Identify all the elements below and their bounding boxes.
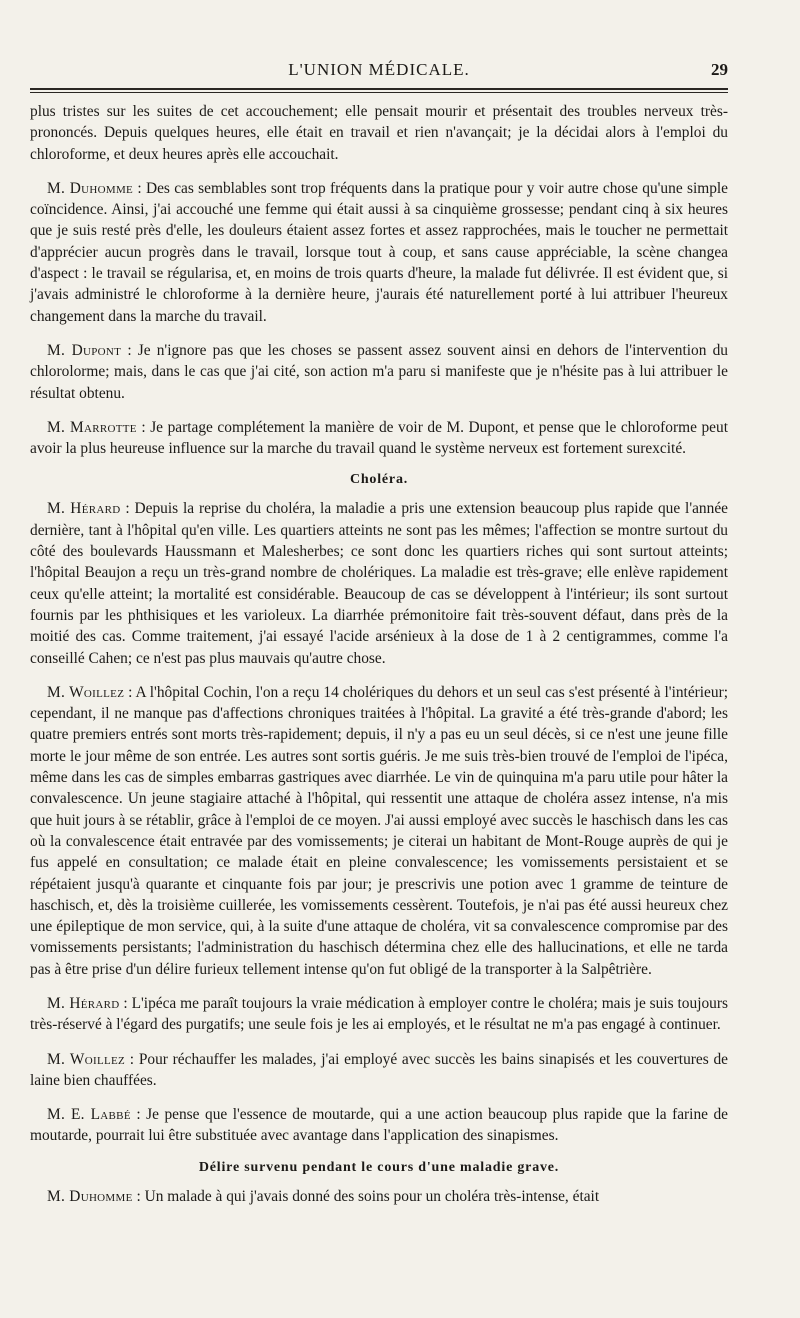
speaker-name: M. Duhomme	[47, 1187, 133, 1205]
paragraph-marrotte	[30, 417, 728, 460]
paragraph-dupont	[30, 340, 728, 404]
paragraph-text: : Un malade à qui j'avais donné des soins pour un choléra très-intense, était	[132, 1187, 600, 1205]
paragraph-labbe	[30, 1104, 728, 1147]
section-heading-delire: Délire survenu pendant le cours d'une maladie grave.	[198, 1159, 560, 1175]
speaker-name: M. Duhomme	[47, 179, 134, 197]
paragraph-duhomme	[30, 178, 728, 327]
speaker-name: M. Woillez	[47, 1050, 126, 1068]
speaker-name: M. Hérard	[47, 994, 120, 1012]
paragraph-text: : L'ipéca me paraît toujours la vraie médication à employer contre le choléra; mais je suis toujours très-réservé à l'égard des purgatifs; une seule fois je les ai employés, et le résultat ne m'a pas engagé à continuer.	[30, 994, 728, 1034]
speaker-name: M. Marrotte	[47, 418, 137, 436]
paragraph-text: : Depuis la reprise du choléra, la maladie a pris une extension beaucoup plus rapide que l'année dernière, tant à l'hôpital qu'en ville. Les quartiers atteints ne sont pas les mêmes; l'affection se montre surtout du côté des boulevards Haussmann et Malesherbes; ce sont donc les quartiers riches qui sont surtout atteints; l'hôpital Beaujon a reçu un très-grand nombre de cholériques. La maladie est très-grave; elle enlève rapidement ceux qu'elle atteint; la mortalité est considérable. Beaucoup de cas se développent à l'intérieur; ils sont surtout fournis par les phthisiques et les varioleux. La diarrhée prémonitoire fait très-souvent défaut, dans près de la moitié des cas. Comme traitement, j'ai essayé l'acide arsénieux à la dose de 1 à 2 centigrammes, comme l'a conseillé Cahen; ce n'est pas plus mauvais qu'autre chose.	[30, 500, 728, 667]
paragraph-woillez	[30, 682, 728, 980]
paragraph-text: plus tristes sur les suites de cet accouchement; elle pensait mourir et présentait des troubles nerveux très-prononcés. Depuis quelques heures, elle était en travail et rien n'avançait; je la décidai alors à l'emploi du chloroforme, et deux heures après elle accouchait.	[30, 103, 728, 163]
running-head	[30, 52, 728, 88]
speaker-name: M. Woillez	[47, 683, 125, 701]
speaker-name: M. Dupont	[47, 341, 122, 359]
paragraph-text: : Je pense que l'essence de moutarde, qui a une action beaucoup plus rapide que la farine de moutarde, pourrait lui être substituée avec avantage dans l'application des sinapismes.	[30, 1106, 729, 1145]
paragraph-herard-2	[30, 993, 728, 1036]
paragraph-text: : Je partage complétement la manière de voir de M. Dupont, et pense que le chloroforme peut avoir la plus heureuse influence sur la marche du travail quand le système nerveux est fortement surexcité.	[30, 418, 728, 458]
speaker-name: M. Hérard	[47, 500, 121, 518]
paragraph-continuation	[30, 101, 728, 165]
paragraph-text: : Je n'ignore pas que les choses se passent assez souvent ainsi en dehors de l'intervention du chlorolorme; mais, dans le cas que j'ai cité, son action m'a paru si manifeste que je n'hésite pas à lui attribuer le résultat obtenu.	[30, 341, 728, 402]
paragraph-text: : Pour réchauffer les malades, j'ai employé avec succès les bains sinapisés et les couvertures de laine bien chauffées.	[30, 1050, 728, 1089]
paragraph-herard	[30, 498, 728, 668]
journal-title: L'UNION MÉDICALE.	[288, 60, 470, 79]
paragraph-text: : A l'hôpital Cochin, l'on a reçu 14 cholériques du dehors et un seul cas s'est présenté à l'intérieur; cependant, il ne manque pas d'affections chroniques traitées à l'hôpital. La gravité a été très-grande d'abord; les quatre premiers entrés sont morts très-rapidement; depuis, il n'y a pas eu un seul décès, si ce n'est une jeune fille morte le jour même de son entrée. Les autres sont sortis guéris. Je me suis très-bien trouvé de l'emploi de l'ipéca, même dans les cas de simples embarras gastriques avec diarrhée. Le vin de quinquina m'a paru utile pour hâter la convalescence. Un jeune stagiaire attaché à l'hôpital, qui ressentit une attaque de choléra assez intense, n'a mis que huit jours à se rétablir, grâce à l'emploi de ce moyen. J'ai aussi employé avec succès le haschisch dans les cas où la convalescence était entravée par des vomissements; je citerai un habitant de Mont-Rouge auprès de qui je fus appelé en consultation; ce malade était en pleine convalescence; les vomissements persistaient et se répétaient jusqu'à quarante et cinquante fois par jour; je prescrivis une potion avec 1 gramme de teinture de haschisch, et, dès la troisième cuillerée, les vomissements cessèrent. Toutefois, je n'ai pas été aussi heureux chez une épileptique de mon service, qui, à la suite d'une attaque de choléra, vit sa convalescence compromise par des vomissements persistants; l'administration du haschisch détermina chez elle des hallucinations, et elle ne tarda pas à être prise d'un délire furieux tellement intense qu'on fut obligé de la transporter à la Salpêtrière.	[30, 683, 728, 978]
header-rule-thin	[30, 92, 728, 93]
paragraph-duhomme-2	[30, 1186, 728, 1207]
paragraph-woillez-2	[30, 1049, 728, 1092]
header-rule	[30, 88, 728, 90]
page-number: 29	[711, 60, 728, 79]
speaker-name: M. E. Labbé	[47, 1106, 131, 1124]
page	[30, 52, 728, 1220]
section-heading-cholera: Choléra.	[349, 472, 409, 488]
paragraph-text: : Des cas semblables sont trop fréquents dans la pratique pour y voir autre chose qu'une simple coïncidence. Ainsi, j'ai accouché une femme qui était aussi à sa cinquième grossesse; pendant cinq à six heures que je suis resté près d'elle, les douleurs étaient assez fortes et assez rapprochées, mais le toucher ne permettait d'apprécier aucun progrès dans le travail, lorsque tout à coup, et sans cause appréciable, la scène changea d'aspect : le travail se régularisa, et, en moins de trois quarts d'heure, la malade fut délivrée. Il est évident que, si j'avais administré le chloroforme à la dernière heure, j'aurais été naturellement porté à lui attribuer l'heureux changement dans la marche du travail.	[30, 179, 728, 325]
